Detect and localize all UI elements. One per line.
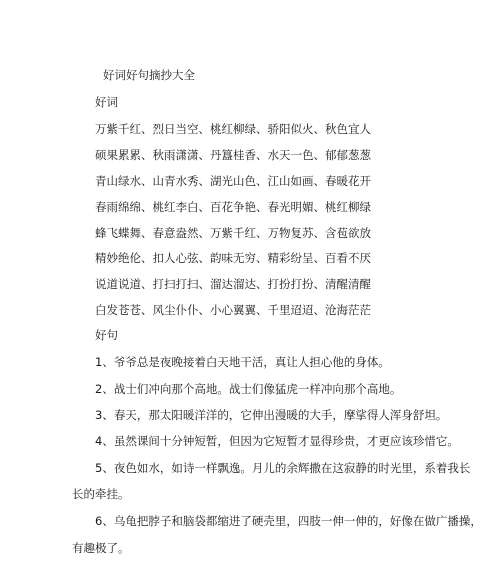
sentence-line: 5、夜色如水，如诗一样飘逸。月儿的余辉撒在这寂静的时光里，系着我长 [95,461,471,475]
document-title: 好词好句摘抄大全 [103,68,195,82]
sentence-continuation: 有趣极了。 [72,541,130,555]
sentence-continuation: 长的牵挂。 [72,487,130,501]
sentences-heading: 好句 [95,328,118,342]
words-heading: 好词 [95,95,118,109]
word-line: 精妙绝伦、扣人心弦、韵味无穷、精彩纷呈、百看不厌 [95,251,371,265]
word-line: 青山绿水、山青水秀、湖光山色、江山如画、春暖花开 [95,174,371,188]
sentence-line: 1、爷爷总是夜晚接着白天地干活，真让人担心他的身体。 [95,355,390,369]
sentence-line: 2、战士们冲向那个高地。战士们像猛虎一样冲向那个高地。 [95,382,402,396]
word-line: 硕果累累、秋雨潇潇、丹簋桂香、水天一色、郁郁葱葱 [95,148,371,162]
word-line: 蜂飞蝶舞、春意盎然、万紫千红、万物复苏、含苞欲放 [95,226,371,240]
word-line: 说道说道、打扫打扫、溜达溜达、打扮打扮、清醒清醒 [95,277,371,291]
sentence-line: 4、虽然课间十分钟短暂，但因为它短暂才显得珍贵，才更应该珍惜它。 [95,434,459,448]
word-line: 春雨绵绵、桃红李白、百花争艳、春光明媚、桃红柳绿 [95,200,371,214]
word-line: 白发苍苍、风尘仆仆、小心翼翼、千里迢迢、沧海茫茫 [95,303,371,317]
sentence-line: 3、春天，那太阳暖洋洋的，它伸出漫暖的大手，摩挲得人浑身舒坦。 [95,408,448,422]
sentence-line: 6、乌龟把脖子和脑袋都缩进了硬壳里，四肢一伸一伸的，好像在做广播操， [95,514,482,528]
word-line: 万紫千红、烈日当空、桃红柳绿、骄阳似火、秋色宜人 [95,122,371,136]
